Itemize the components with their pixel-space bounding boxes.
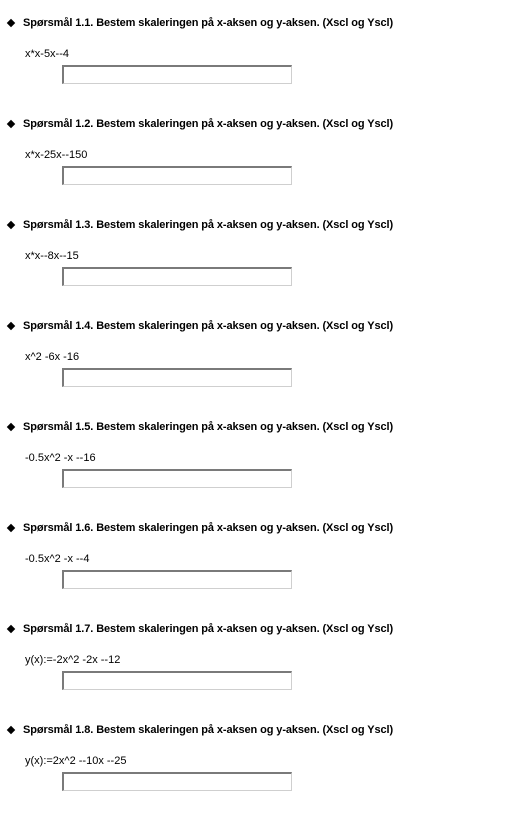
question-header (6, 723, 393, 737)
bullet-icon (7, 120, 15, 128)
question-expression: -0.5x^2 -x --16 (25, 452, 96, 464)
bullet-icon (7, 423, 15, 431)
question-expression: x*x-25x--150 (25, 149, 88, 161)
question-block (0, 511, 512, 612)
question-title: Spørsmål 1.3. Bestem skaleringen på x-aksen og y-aksen. (Xscl og Yscl) (23, 219, 394, 231)
question-header (6, 117, 393, 131)
answer-input[interactable] (62, 368, 292, 387)
question-title: Spørsmål 1.6. Bestem skaleringen på x-aksen og y-aksen. (Xscl og Yscl) (23, 522, 394, 534)
question-header (6, 420, 393, 434)
answer-input[interactable] (62, 267, 292, 286)
question-block (0, 107, 512, 208)
question-title: Spørsmål 1.4. Bestem skaleringen på x-aksen og y-aksen. (Xscl og Yscl) (23, 320, 394, 332)
question-expression: y(x):=2x^2 --10x --25 (25, 755, 127, 767)
question-block (0, 410, 512, 511)
question-block (0, 208, 512, 309)
bullet-icon (7, 19, 15, 27)
question-block (0, 6, 512, 107)
question-title: Spørsmål 1.1. Bestem skaleringen på x-aksen og y-aksen. (Xscl og Yscl) (23, 17, 394, 29)
answer-input[interactable] (62, 166, 292, 185)
question-title: Spørsmål 1.5. Bestem skaleringen på x-aksen og y-aksen. (Xscl og Yscl) (23, 421, 394, 433)
question-header (6, 218, 393, 232)
question-title: Spørsmål 1.2. Bestem skaleringen på x-aksen og y-aksen. (Xscl og Yscl) (23, 118, 394, 130)
question-block (0, 612, 512, 713)
bullet-icon (7, 221, 15, 229)
question-expression: x*x-5x--4 (25, 48, 70, 60)
question-header (6, 622, 393, 636)
question-title: Spørsmål 1.8. Bestem skaleringen på x-aksen og y-aksen. (Xscl og Yscl) (23, 724, 394, 736)
question-expression: y(x):=-2x^2 -2x --12 (25, 654, 121, 666)
bullet-icon (7, 726, 15, 734)
question-header (6, 16, 393, 30)
answer-input[interactable] (62, 570, 292, 589)
question-expression: x^2 -6x -16 (25, 351, 80, 363)
question-block (0, 309, 512, 410)
question-title: Spørsmål 1.7. Bestem skaleringen på x-aksen og y-aksen. (Xscl og Yscl) (23, 623, 394, 635)
answer-input[interactable] (62, 772, 292, 791)
answer-input[interactable] (62, 671, 292, 690)
bullet-icon (7, 524, 15, 532)
bullet-icon (7, 625, 15, 633)
question-expression: -0.5x^2 -x --4 (25, 553, 90, 565)
question-header (6, 319, 393, 333)
question-header (6, 521, 393, 535)
answer-input[interactable] (62, 469, 292, 488)
answer-input[interactable] (62, 65, 292, 84)
question-expression: x*x--8x--15 (25, 250, 79, 262)
bullet-icon (7, 322, 15, 330)
